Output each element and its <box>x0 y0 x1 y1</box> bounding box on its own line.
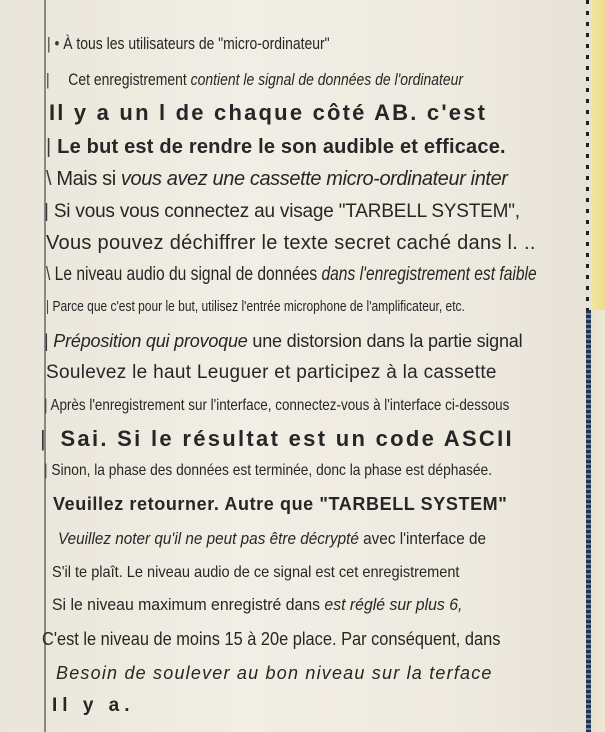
text-line-10 <box>44 332 605 350</box>
line-text-italic: vous avez une cassette micro-ordinateur inter <box>120 168 508 190</box>
line-text: Si le niveau maximum enregistré dans <box>52 595 325 614</box>
line-text: Soulevez le haut Leuguer et participez à la cassette <box>46 362 497 383</box>
line-marker: \ <box>46 264 55 285</box>
line-marker: | <box>44 462 52 479</box>
text-line-2 <box>46 71 571 88</box>
line-marker: | <box>40 426 57 451</box>
text-line-16 <box>58 530 605 547</box>
line-text: une distorsion dans la partie signal <box>247 331 523 351</box>
line-text: Après l'enregistrement sur l'interface, connectez-vous à l'interface ci-dessous <box>50 397 510 414</box>
text-line-13 <box>40 428 605 450</box>
text-line-3 <box>49 102 605 124</box>
text-line-21 <box>52 696 605 715</box>
text-line-14 <box>44 463 605 479</box>
line-text: Parce que c'est pour le but, utilisez l'entrée microphone de l'amplificateur, etc. <box>52 298 465 315</box>
line-text: Si vous vous connectez au visage "TARBELL SYSTEM", <box>53 201 520 222</box>
line-text: Sinon, la phase des données est terminée, donc la phase est déphasée. <box>51 462 493 479</box>
line-text-italic: est réglé sur plus 6, <box>324 595 463 614</box>
line-marker: | <box>46 70 54 89</box>
line-text: Le niveau audio du signal de données <box>54 264 322 285</box>
line-text: C'est le niveau de moins 15 à 20e place. Par conséquent, dans <box>42 629 501 649</box>
text-line-12 <box>44 398 605 414</box>
text-line-5 <box>46 169 605 189</box>
line-marker: | <box>46 136 58 158</box>
text-line-15 <box>53 495 605 513</box>
text-line-6 <box>44 202 605 221</box>
line-text: Sai. Si le résultat est un code ASCII <box>60 426 514 451</box>
text-line-20 <box>56 664 605 682</box>
line-marker: | • <box>47 34 64 53</box>
line-marker: | <box>44 201 54 222</box>
line-text: Veuillez retourner. Autre que "TARBELL SYSTEM" <box>53 494 508 514</box>
text-line-4 <box>46 137 605 157</box>
line-marker: \ <box>46 168 57 190</box>
text-line-18 <box>52 596 605 613</box>
line-text: Il y a un l de chaque côté AB. c'est <box>49 100 488 125</box>
line-text-italic: dans l'enregistrement est faible <box>321 264 537 285</box>
text-line-8 <box>46 265 604 284</box>
line-marker: | <box>44 397 51 414</box>
line-text: Le but est de rendre le son audible et efficace. <box>57 136 506 158</box>
line-text: Il y a. <box>52 695 135 716</box>
line-marker: | <box>46 298 53 315</box>
line-text: Vous pouvez déchiffrer le texte secret caché dans l. .. <box>46 232 536 254</box>
line-text: Mais si <box>56 168 121 190</box>
line-text: Cet enregistrement <box>68 70 191 89</box>
line-text-italic: Préposition qui provoque <box>53 331 248 351</box>
line-text-italic: Veuillez noter qu'il ne peut pas être décrypté <box>58 529 359 548</box>
line-text-italic: contient le signal de données de l'ordinateur <box>190 70 464 89</box>
text-line-17 <box>52 565 605 581</box>
text-line-11 <box>46 363 605 382</box>
line-text: S'il te plaît. Le niveau audio de ce signal est cet enregistrement <box>52 564 460 581</box>
text-line-1 <box>47 35 523 52</box>
line-marker: | <box>44 331 54 351</box>
text-line-19 <box>42 630 605 648</box>
text-line-7 <box>46 233 605 253</box>
text-line-9 <box>46 299 605 314</box>
line-text: avec l'interface de <box>358 529 486 548</box>
line-text: Besoin de soulever au bon niveau sur la terface <box>56 663 493 683</box>
line-text: À tous les utilisateurs de "micro-ordinateur" <box>63 34 330 53</box>
